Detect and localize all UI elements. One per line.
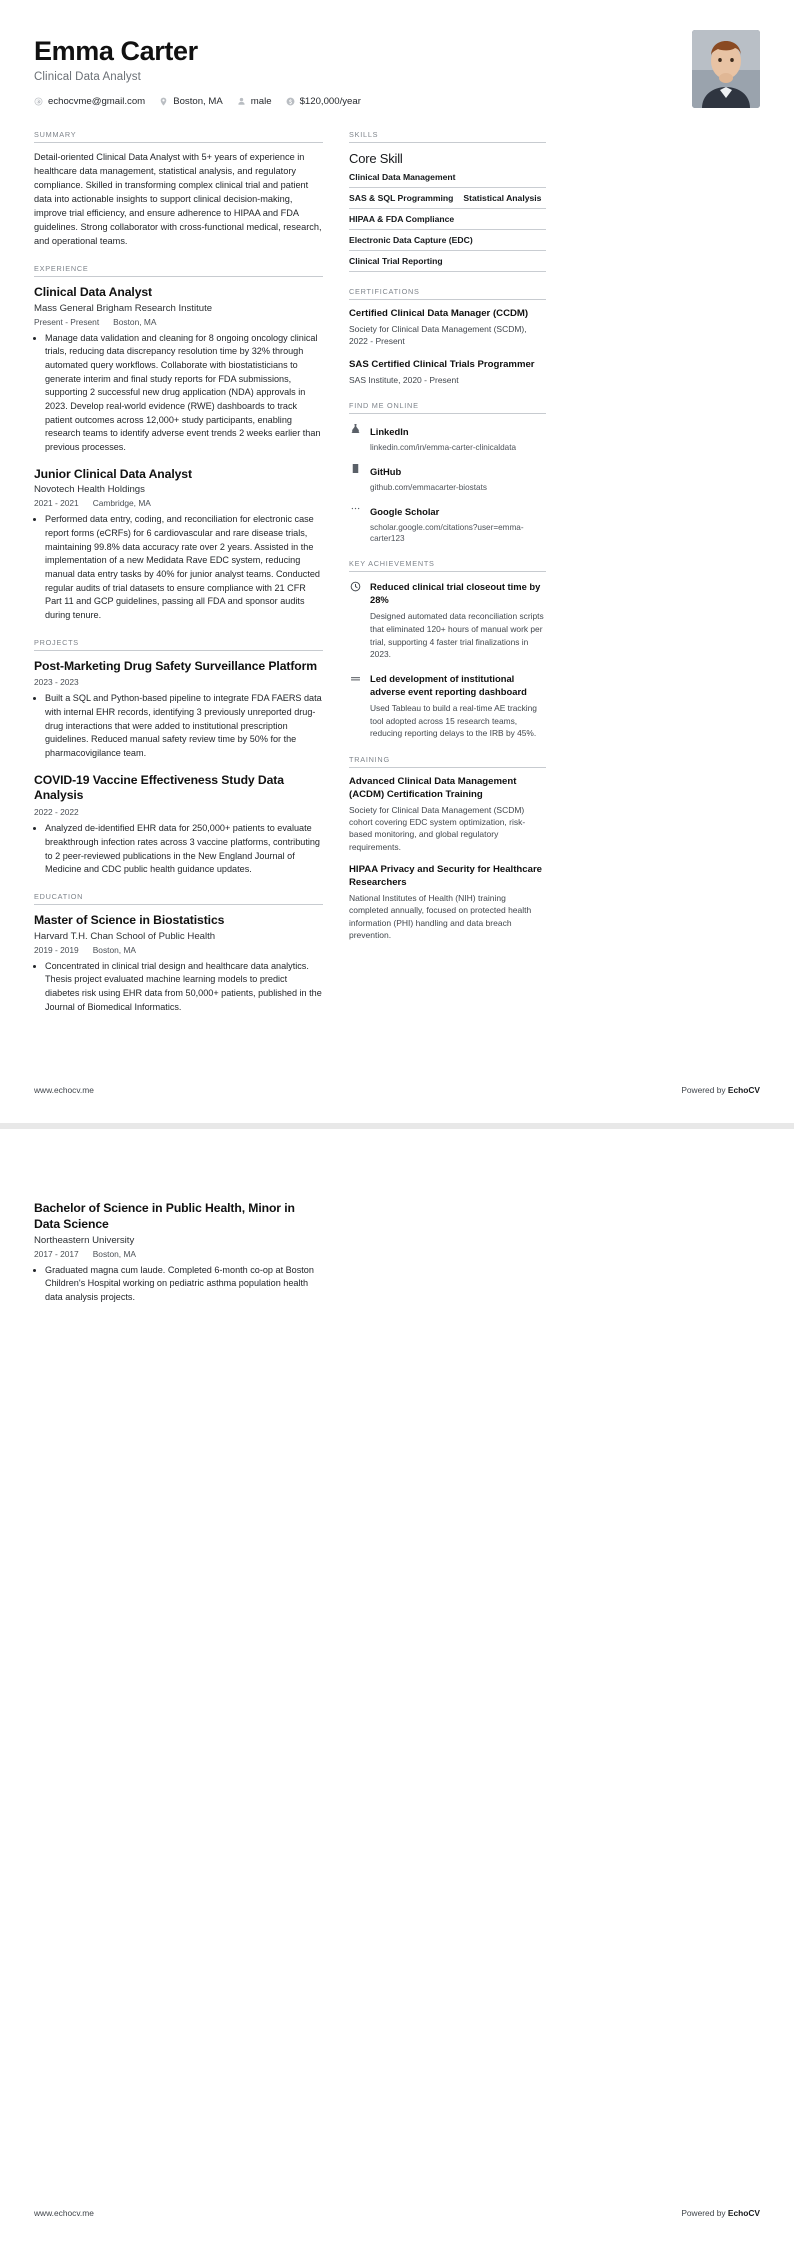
skill-chip: Clinical Trial Reporting bbox=[349, 256, 443, 266]
section-summary bbox=[34, 130, 323, 249]
page-footer bbox=[34, 1085, 760, 1095]
entry-dates: Present - Present bbox=[34, 316, 100, 327]
entry-dates: 2019 - 2019 bbox=[34, 944, 79, 955]
training-title: HIPAA Privacy and Security for Healthcare Researchers bbox=[349, 864, 543, 889]
link-item[interactable] bbox=[349, 422, 546, 453]
candidate-name: Emma Carter bbox=[34, 36, 198, 66]
achievement-desc: Designed automated data reconciliation scripts that eliminated 120+ hours of manual work per trial, supporting 4 faster trial finalizations in 2023. bbox=[370, 611, 544, 660]
project-entry bbox=[34, 773, 323, 877]
contact-email-text: echocvme@gmail.com bbox=[48, 96, 146, 108]
footer-brand-name: EchoCV bbox=[727, 2208, 760, 2218]
github-icon bbox=[349, 462, 362, 474]
achievement-title: Led development of institutional adverse event reporting dashboard bbox=[370, 672, 527, 697]
skills-list bbox=[349, 172, 546, 272]
skills-heading: Core Skill bbox=[349, 151, 403, 166]
training-sub: Society for Clinical Data Management (SCDM) cohort covering EDC system optimization, risk-based monitoring, and global regulatory requirements. bbox=[349, 804, 526, 852]
certification-entry bbox=[349, 359, 546, 386]
body-columns-page2 bbox=[34, 1181, 760, 1317]
footer-website[interactable]: www.echocv.me bbox=[34, 1085, 94, 1095]
link-url[interactable]: scholar.google.com/citations?user=emma-carter123 bbox=[370, 522, 524, 543]
experience-section-label: EXPERIENCE bbox=[34, 263, 89, 273]
divider bbox=[349, 413, 546, 414]
entry-bullets bbox=[45, 1264, 323, 1305]
find-me-online-section-label: FIND ME ONLINE bbox=[349, 400, 419, 410]
main-column-page2 bbox=[34, 1181, 323, 1317]
entry-bullets bbox=[45, 692, 323, 760]
salary-icon bbox=[286, 97, 295, 106]
divider bbox=[349, 299, 546, 300]
bullet: • Built a SQL and Python-based pipeline to integrate FDA FAERS data with internal EHR records, identifying 3 previously unreported drug-drug interactions that were added to institutional prescription guidelines. Reduced manual safety review time by 50% for the pharmacovigilance team. bbox=[45, 692, 323, 760]
skill-chip: HIPAA & FDA Compliance bbox=[349, 214, 455, 224]
certification-title: Certified Clinical Data Manager (CCDM) bbox=[349, 308, 529, 319]
resume-header bbox=[34, 30, 760, 108]
skill-chip: Statistical Analysis bbox=[463, 193, 542, 203]
link-name: GitHub bbox=[370, 465, 402, 477]
location-pin-icon bbox=[159, 97, 168, 106]
divider bbox=[34, 650, 323, 651]
skill-row bbox=[349, 193, 546, 209]
entry-title: Master of Science in Biostatistics bbox=[34, 912, 225, 927]
entry-title: Bachelor of Science in Public Health, Minor in Data Science bbox=[34, 1201, 295, 1231]
contact-gender-text: male bbox=[250, 96, 272, 108]
side-column bbox=[349, 130, 546, 956]
contact-salary bbox=[286, 96, 361, 107]
footer-brand bbox=[681, 1085, 760, 1095]
entry-dates: 2017 - 2017 bbox=[34, 1248, 79, 1259]
link-body bbox=[370, 462, 546, 493]
skill-chip: SAS & SQL Programming bbox=[349, 193, 454, 203]
footer-brand bbox=[681, 2208, 760, 2218]
certification-title: SAS Certified Clinical Trials Programmer bbox=[349, 358, 535, 370]
entry-bullets bbox=[45, 513, 323, 622]
training-title: Advanced Clinical Data Management (ACDM) Certification Training bbox=[349, 775, 517, 800]
achievement-title: Reduced clinical trial closeout time by 28% bbox=[370, 581, 541, 606]
candidate-role: Clinical Data Analyst bbox=[34, 71, 141, 84]
section-certifications bbox=[349, 287, 546, 386]
bullet: • Analyzed de-identified EHR data for 250,000+ patients to evaluate breakthrough infection rates across 3 vaccine platforms, contributing to 2 peer-reviewed publications in the New England Journal of Medicine and CDC public health guidance updates. bbox=[45, 822, 323, 877]
achievement-item bbox=[349, 580, 546, 661]
skill-row bbox=[349, 214, 546, 230]
page-footer bbox=[34, 2208, 760, 2218]
training-entry bbox=[349, 776, 546, 853]
skill-row bbox=[349, 235, 546, 251]
clock-icon bbox=[349, 580, 362, 592]
section-experience bbox=[34, 264, 323, 623]
footer-brand-name: EchoCV bbox=[727, 1085, 760, 1095]
contact-location-text: Boston, MA bbox=[173, 96, 223, 108]
link-name: Google Scholar bbox=[370, 505, 440, 517]
link-body bbox=[370, 422, 546, 453]
footer-website[interactable]: www.echocv.me bbox=[34, 2208, 94, 2218]
link-name: LinkedIn bbox=[370, 425, 409, 437]
contact-gender bbox=[237, 96, 272, 107]
skills-section-label: SKILLS bbox=[349, 130, 379, 139]
main-column bbox=[34, 130, 323, 1029]
bullet: • Concentrated in clinical trial design and healthcare data analytics. Thesis project evaluated machine learning models to predict diabetes risk using EHR data from 50,000+ patients, published in the Journal of Biomedical Informatics. bbox=[45, 960, 323, 1015]
skill-chip: Clinical Data Management bbox=[349, 172, 456, 182]
entry-title: Clinical Data Analyst bbox=[34, 284, 153, 299]
entry-title: COVID-19 Vaccine Effectiveness Study Data Analysis bbox=[34, 772, 284, 803]
contact-row bbox=[34, 96, 361, 107]
entry-org: Novotech Health Holdings bbox=[34, 484, 145, 496]
bullet: • Manage data validation and cleaning for 8 ongoing oncology clinical trials, reducing data discrepancy resolution time by 32% through automated query workflows. Collaborate with biostatisticians to generate interim and final study reports for FDA submissions, supporting 2 successful new drug application (NDA) approvals in 2023. Develop real-world evidence (RWE) dashboards to track patient outcomes across 12,000+ study participants, enabling research teams to identify adverse event trends 2 weeks earlier than previous processes. bbox=[45, 332, 323, 455]
dashboard-icon bbox=[349, 672, 362, 684]
summary-text: Detail-oriented Clinical Data Analyst with 5+ years of experience in healthcare data management, statistical analysis, and regulatory compliance. Skilled in transforming complex clinical trial and patient data into actionable insights to support clinical decision-making, improve trial efficiency, and ensure adherence to HIPAA and FDA guidelines. Strong collaborator with cross-functional medical, research, and operational teams. bbox=[34, 152, 322, 246]
contact-email bbox=[34, 96, 145, 107]
achievement-body bbox=[370, 672, 546, 740]
achievement-body bbox=[370, 580, 546, 661]
contact-salary-text: $120,000/year bbox=[299, 96, 361, 108]
contact-location bbox=[159, 96, 223, 107]
entry-meta bbox=[34, 1249, 323, 1259]
achievement-desc: Used Tableau to build a real-time AE tracking tool adopted across 15 research teams, reducing reporting delays to the IRB by 45%. bbox=[370, 703, 537, 739]
certifications-section-label: CERTIFICATIONS bbox=[349, 287, 420, 296]
experience-entry bbox=[34, 285, 323, 455]
bullet: • Performed data entry, coding, and reconciliation for electronic case report forms (eCRFs) for 6 cardiovascular and rare disease trials, maintaining 99.8% data accuracy rate over 2 years. Assisted in the implementation of a new Medidata Rave EDC system, reducing manual data entry tasks by 40% for junior analyst teams. Conducted regular audits of trial datasets to ensure compliance with 21 CFR Part 11 and GCP guidelines, passing all FDA and sponsor audits during tenure. bbox=[45, 513, 323, 622]
entry-meta bbox=[34, 317, 323, 327]
entry-bullets bbox=[45, 332, 323, 455]
project-entry bbox=[34, 659, 323, 761]
skill-row bbox=[349, 256, 546, 272]
divider bbox=[349, 142, 546, 143]
section-education bbox=[34, 892, 323, 1014]
divider bbox=[34, 904, 323, 905]
resume-page-2 bbox=[0, 1123, 794, 2246]
entry-location: Cambridge, MA bbox=[92, 498, 151, 509]
section-key-achievements bbox=[349, 559, 546, 740]
entry-location: Boston, MA bbox=[92, 944, 137, 955]
entry-meta bbox=[34, 807, 323, 817]
entry-meta bbox=[34, 945, 323, 955]
training-section-label: TRAINING bbox=[349, 754, 390, 764]
certification-sub: SAS Institute, 2020 - Present bbox=[349, 374, 459, 385]
certification-sub: Society for Clinical Data Management (SCDM), 2022 - Present bbox=[349, 323, 527, 347]
entry-title: Post-Marketing Drug Safety Surveillance Platform bbox=[34, 658, 318, 673]
experience-entry bbox=[34, 467, 323, 623]
link-url[interactable]: github.com/emmacarter-biostats bbox=[370, 482, 487, 492]
linkedin-icon bbox=[349, 422, 362, 434]
link-url[interactable]: linkedin.com/in/emma-carter-clinicaldata bbox=[370, 442, 517, 452]
entry-meta bbox=[34, 677, 323, 687]
person-icon bbox=[237, 97, 246, 106]
training-sub: National Institutes of Health (NIH) training completed annually, focused on protected health information (PHI) handling and data breach prevention. bbox=[349, 892, 532, 940]
achievement-item bbox=[349, 672, 546, 740]
bullet: • Graduated magna cum laude. Completed 6-month co-op at Boston Children's Hospital working on pediatric asthma population health data analysis projects. bbox=[45, 1264, 323, 1305]
footer-brand-prefix: Powered by bbox=[681, 2208, 728, 2218]
section-projects bbox=[34, 638, 323, 877]
certification-entry bbox=[349, 308, 546, 348]
entry-location: Boston, MA bbox=[113, 316, 157, 327]
entry-bullets bbox=[45, 960, 323, 1015]
entry-dates: 2023 - 2023 bbox=[34, 677, 79, 688]
projects-section-label: PROJECTS bbox=[34, 637, 79, 647]
avatar bbox=[692, 30, 760, 108]
divider bbox=[34, 276, 323, 277]
google-scholar-icon bbox=[349, 502, 362, 514]
section-training bbox=[349, 755, 546, 941]
entry-org: Harvard T.H. Chan School of Public Health bbox=[34, 930, 216, 942]
divider bbox=[34, 142, 323, 143]
entry-title: Junior Clinical Data Analyst bbox=[34, 466, 192, 481]
link-item[interactable] bbox=[349, 462, 546, 493]
key-achievements-section-label: KEY ACHIEVEMENTS bbox=[349, 559, 435, 569]
email-icon bbox=[34, 97, 43, 106]
entry-meta bbox=[34, 498, 323, 508]
skill-chip: Electronic Data Capture (EDC) bbox=[349, 235, 473, 245]
divider bbox=[349, 571, 546, 572]
section-find-me-online bbox=[349, 401, 546, 544]
link-body bbox=[370, 502, 546, 544]
entry-location: Boston, MA bbox=[92, 1248, 137, 1259]
training-entry bbox=[349, 864, 546, 941]
entry-dates: 2021 - 2021 bbox=[34, 498, 79, 509]
skill-row bbox=[349, 172, 546, 188]
education-entry bbox=[34, 913, 323, 1014]
link-item[interactable] bbox=[349, 502, 546, 544]
education-section-label: EDUCATION bbox=[34, 891, 84, 901]
body-columns bbox=[34, 130, 760, 1029]
divider bbox=[349, 767, 546, 768]
entry-dates: 2022 - 2022 bbox=[34, 807, 79, 818]
header-left bbox=[34, 30, 361, 107]
summary-section-label: SUMMARY bbox=[34, 130, 77, 139]
education-entry bbox=[34, 1201, 323, 1305]
entry-org: Mass General Brigham Research Institute bbox=[34, 302, 213, 314]
entry-bullets bbox=[45, 822, 323, 877]
entry-org: Northeastern University bbox=[34, 1234, 135, 1246]
footer-brand-prefix: Powered by bbox=[681, 1085, 728, 1095]
section-skills bbox=[349, 130, 546, 272]
